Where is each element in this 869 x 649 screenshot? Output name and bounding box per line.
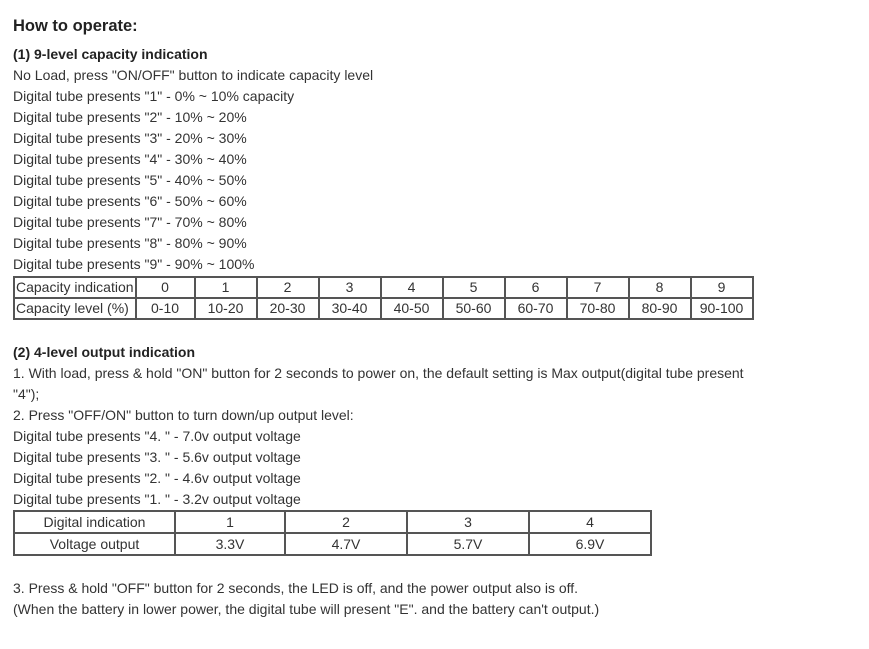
table-cell: 9 [691,277,753,298]
output-line: Digital tube presents "4. " - 7.0v output voltage [13,428,301,444]
power-off-step: 3. Press & hold "OFF" button for 2 seconds, the LED is off, and the power output also is off. [13,580,579,596]
table-cell: Voltage output [14,533,175,555]
table-cell: 4 [529,511,651,533]
capacity-line: Digital tube presents "4" - 30% ~ 40% [13,151,247,167]
table-cell: 90-100 [691,298,753,319]
page-title: How to operate: [13,17,138,35]
spacer [13,556,869,578]
table-cell: 6 [505,277,567,298]
table-cell: 80-90 [629,298,691,319]
capacity-line: Digital tube presents "9" - 90% ~ 100% [13,256,255,272]
table-cell: 3.3V [175,533,285,555]
output-line: Digital tube presents "3. " - 5.6v output voltage [13,449,301,465]
table-cell: 3 [319,277,381,298]
capacity-table [13,276,754,320]
capacity-line: Digital tube presents "2" - 10% ~ 20% [13,109,247,125]
capacity-line: No Load, press "ON/OFF" button to indicate capacity level [13,67,374,83]
table-cell: 6.9V [529,533,651,555]
table-cell: 4 [381,277,443,298]
output-line: Digital tube presents "1. " - 3.2v output voltage [13,491,301,507]
table-cell: 1 [175,511,285,533]
capacity-line: Digital tube presents "3" - 20% ~ 30% [13,130,247,146]
table-cell: Capacity level (%) [14,298,136,319]
table-cell: 1 [195,277,257,298]
table-cell: 3 [407,511,529,533]
table-row [14,298,753,319]
table-cell: 5.7V [407,533,529,555]
table-row [14,533,651,555]
section-output-title: (2) 4-level output indication [13,344,196,360]
table-cell: 40-50 [381,298,443,319]
table-row [14,277,753,298]
output-step-1: 1. With load, press & hold "ON" button for 2 seconds to power on, the default setting is Max output(digital tube present "4"); [13,365,744,402]
table-cell: 8 [629,277,691,298]
capacity-line: Digital tube presents "8" - 80% ~ 90% [13,235,247,251]
output-step-2: 2. Press "OFF/ON" button to turn down/up output level: [13,407,354,423]
table-cell: 0-10 [136,298,195,319]
table-cell: 2 [285,511,407,533]
spacer [13,320,869,342]
output-table [13,510,652,556]
table-cell: 7 [567,277,629,298]
table-cell: 30-40 [319,298,381,319]
table-cell: 70-80 [567,298,629,319]
table-cell: 50-60 [443,298,505,319]
capacity-line: Digital tube presents "7" - 70% ~ 80% [13,214,247,230]
section-capacity-title: (1) 9-level capacity indication [13,46,208,62]
table-cell: 5 [443,277,505,298]
table-cell: Capacity indication [14,277,136,298]
output-line: Digital tube presents "2. " - 4.6v output voltage [13,470,301,486]
capacity-line: Digital tube presents "6" - 50% ~ 60% [13,193,247,209]
table-cell: 60-70 [505,298,567,319]
table-cell: 0 [136,277,195,298]
table-row [14,511,651,533]
table-cell: Digital indication [14,511,175,533]
low-battery-note: (When the battery in lower power, the digital tube will present "E". and the battery can't output.) [13,601,600,617]
table-cell: 4.7V [285,533,407,555]
table-cell: 10-20 [195,298,257,319]
table-cell: 2 [257,277,319,298]
table-cell: 20-30 [257,298,319,319]
capacity-line: Digital tube presents "5" - 40% ~ 50% [13,172,247,188]
capacity-line: Digital tube presents "1" - 0% ~ 10% capacity [13,88,295,104]
